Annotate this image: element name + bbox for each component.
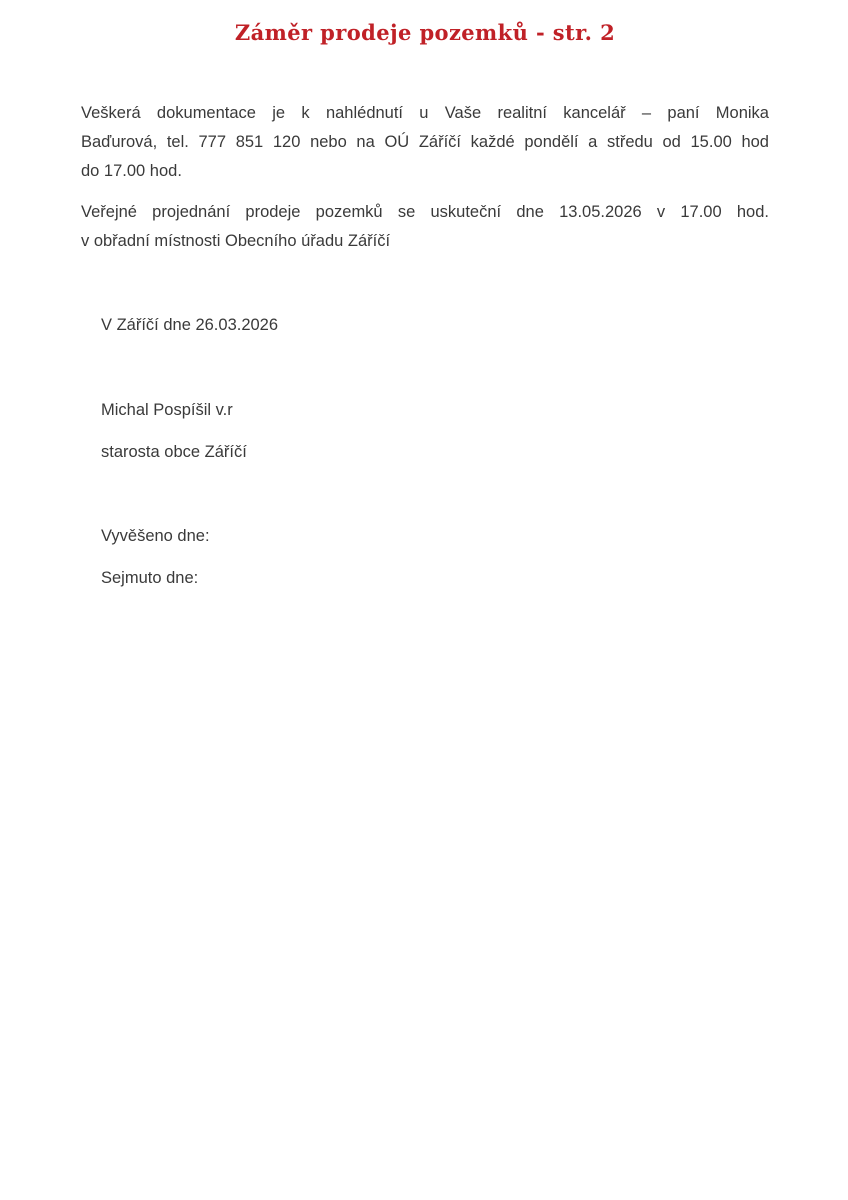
signatory-role: starosta obce Záříčí — [101, 443, 247, 461]
paragraph-line: Baďurová, tel. 777 851 120 nebo na OÚ Záříčí každé pondělí a středu od 15.00 hod — [81, 133, 769, 151]
paragraph-line: do 17.00 hod. — [81, 162, 182, 180]
posted-date-label: Vyvěšeno dne: — [101, 527, 210, 545]
paragraph-documentation — [81, 99, 769, 186]
signatory-name: Michal Pospíšil v.r — [101, 401, 233, 419]
place-date-line: V Záříčí dne 26.03.2026 — [101, 316, 279, 334]
document-title: Záměr prodeje pozemků - str. 2 — [234, 20, 616, 45]
paragraph-line: v obřadní místnosti Obecního úřadu Záříčí — [81, 232, 391, 250]
removed-date-label: Sejmuto dne: — [101, 569, 199, 587]
paragraph-line: Veřejné projednání prodeje pozemků se uskuteční dne 13.05.2026 v 17.00 hod. — [81, 203, 769, 221]
paragraph-public-hearing — [81, 198, 769, 256]
paragraph-line: Veškerá dokumentace je k nahlédnutí u Vaše realitní kancelář – paní Monika — [81, 104, 769, 122]
